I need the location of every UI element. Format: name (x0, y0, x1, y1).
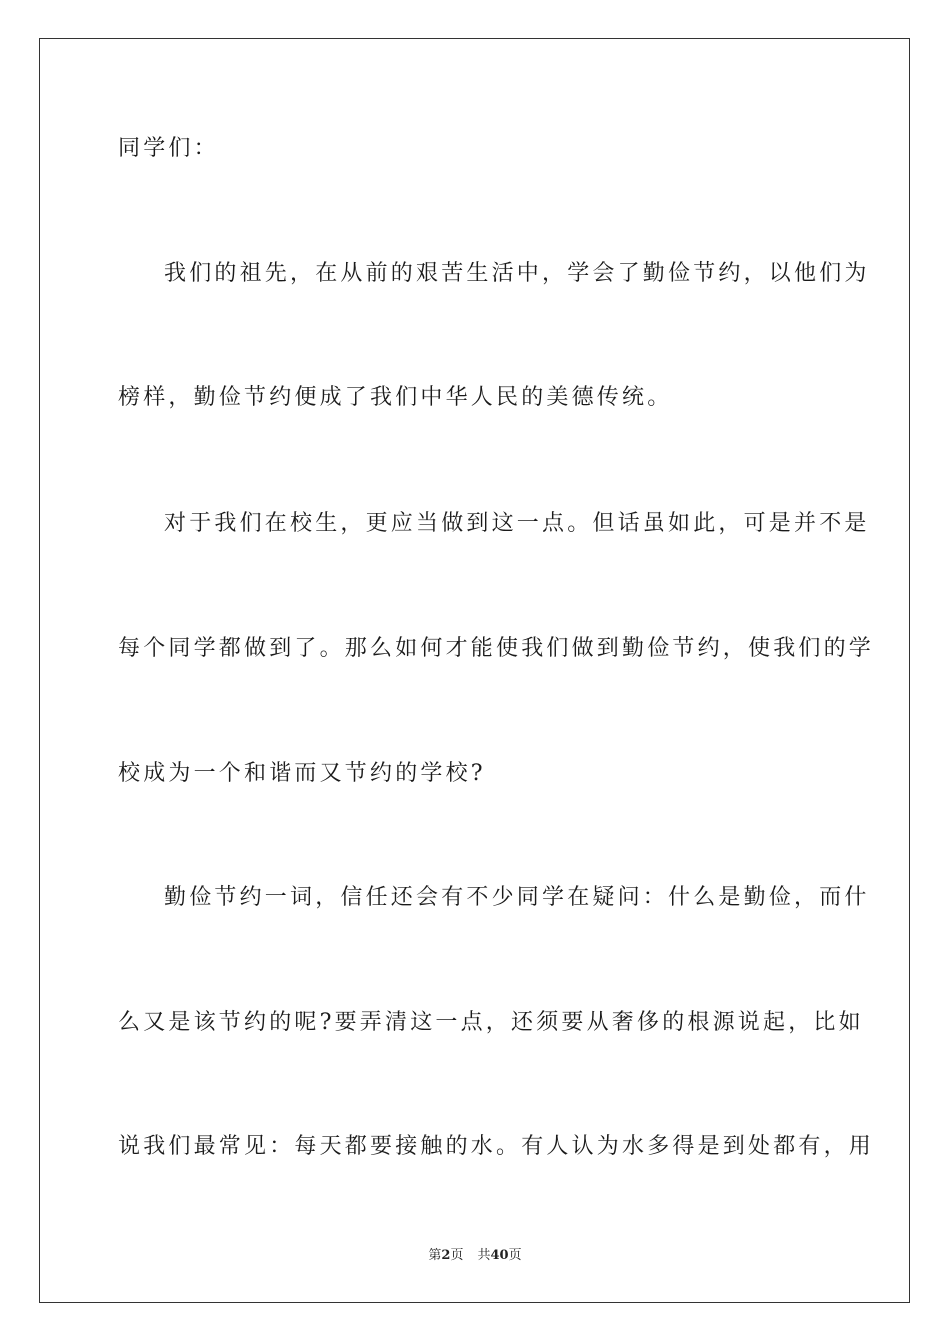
footer-page-prefix: 第 (428, 1248, 442, 1263)
footer-page-suffix: 页 (450, 1248, 464, 1263)
paragraph-line: 校成为一个和谐而又节约的学校? (118, 761, 486, 786)
footer-total-pages: 40 (490, 1248, 509, 1263)
paragraph-line: 说我们最常见：每天都要接触的水。有人认为水多得是到处都有，用 (118, 1134, 875, 1159)
footer-total-suffix: 页 (508, 1248, 522, 1263)
paragraph-line: 勤俭节约一词，信任还会有不少同学在疑问：什么是勤俭，而什 (164, 885, 870, 910)
paragraph-line: 对于我们在校生，更应当做到这一点。但话虽如此，可是并不是 (164, 511, 870, 536)
paragraph-line: 我们的祖先，在从前的艰苦生活中，学会了勤俭节约，以他们为 (164, 261, 870, 286)
paragraph-line: 么又是该节约的呢?要弄清这一点，还须要从奢侈的根源说起，比如 (118, 1010, 864, 1035)
footer-total-prefix: 共 (477, 1248, 491, 1263)
paragraph-line: 每个同学都做到了。那么如何才能使我们做到勤俭节约，使我们的学 (118, 636, 875, 661)
salutation: 同学们： (118, 136, 219, 161)
page-footer (0, 1247, 950, 1265)
page-border (39, 38, 910, 1303)
footer-current-page: 2 (441, 1248, 451, 1263)
paragraph-line: 榜样，勤俭节约便成了我们中华人民的美德传统。 (118, 385, 673, 410)
